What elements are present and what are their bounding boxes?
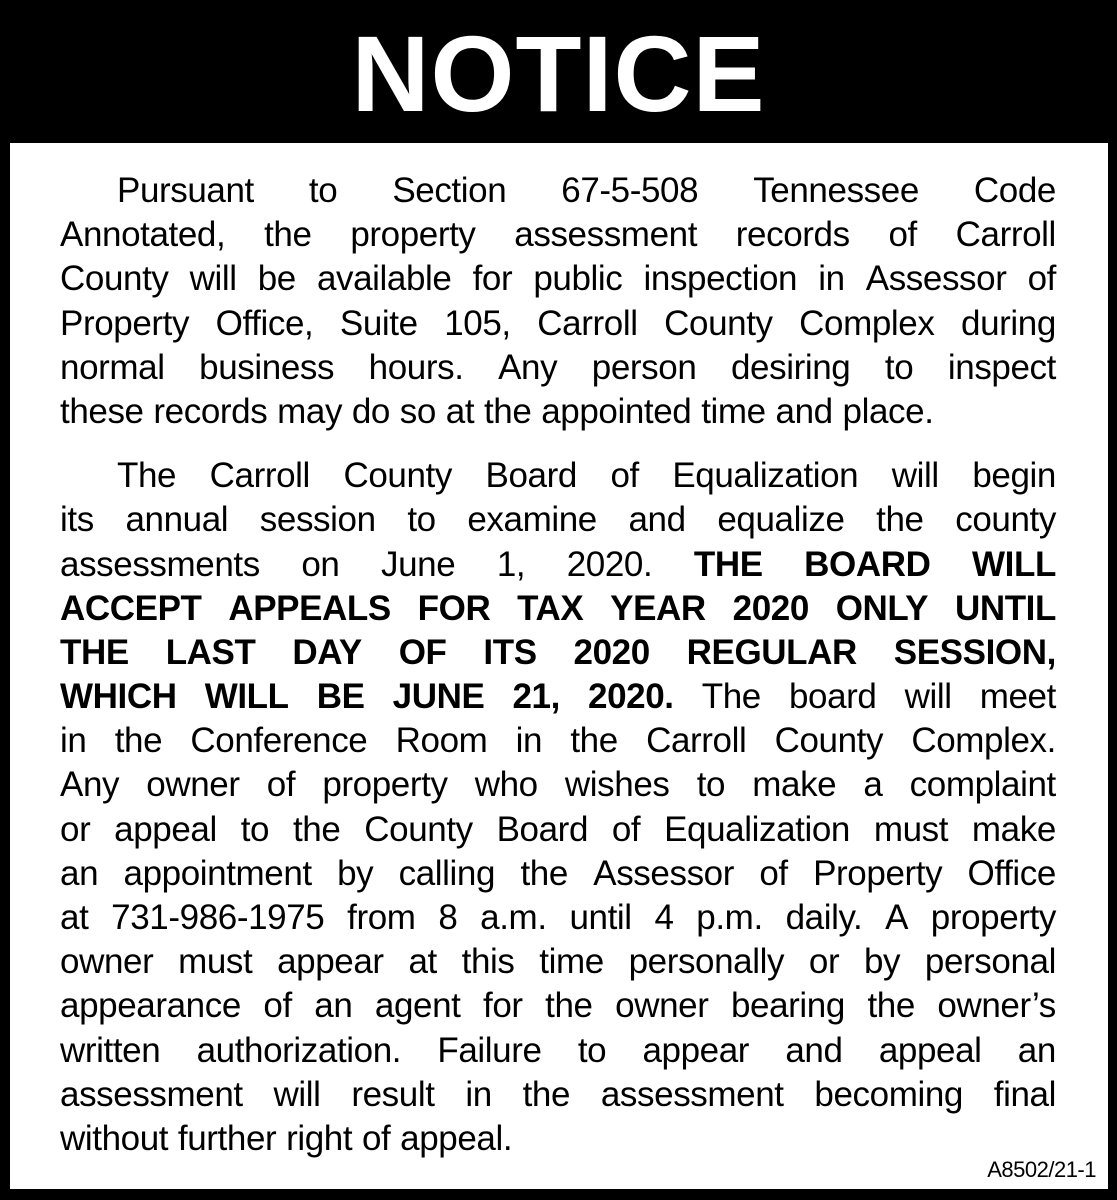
word: APPEALS <box>228 588 391 628</box>
word: SESSION, <box>893 632 1056 672</box>
word: YEAR <box>610 588 706 628</box>
word: an <box>60 853 99 893</box>
word: becoming <box>814 1074 963 1114</box>
word: make <box>752 765 837 805</box>
word: these <box>60 391 144 431</box>
word: to <box>240 809 270 849</box>
word: Failure <box>437 1030 542 1070</box>
word: may <box>277 391 343 431</box>
word: Section <box>392 171 507 210</box>
word: appeal. <box>400 1118 513 1158</box>
word: to <box>696 765 726 805</box>
word: this <box>461 942 515 982</box>
word: property <box>930 898 1056 937</box>
word: Equalization <box>672 456 859 496</box>
paragraph-2-line <box>60 675 1056 719</box>
word: Property <box>813 853 943 893</box>
word: Code <box>973 171 1056 210</box>
word: Complex <box>799 303 935 343</box>
word: Room <box>395 721 488 761</box>
word: WHICH <box>60 677 177 717</box>
word: owner’s <box>937 986 1056 1026</box>
word: board <box>788 677 877 717</box>
word: business <box>199 347 335 387</box>
word: the <box>867 986 915 1026</box>
word: final <box>993 1074 1056 1114</box>
word: the <box>520 853 568 893</box>
word: must <box>873 809 949 849</box>
word: and <box>775 391 833 431</box>
word: Suite <box>339 303 418 343</box>
word: personally <box>628 942 785 982</box>
word: Annotated, <box>60 215 226 255</box>
word: a <box>863 765 883 805</box>
word: County <box>364 809 473 849</box>
paragraph-2-line <box>60 763 1056 807</box>
word: 731-986-1975 <box>111 898 325 937</box>
word: to <box>577 1030 607 1070</box>
word: calling <box>398 853 496 893</box>
word: BE <box>316 677 365 717</box>
word: County <box>774 721 884 761</box>
word: Board <box>485 456 577 496</box>
word: written <box>60 1030 161 1070</box>
word: to <box>884 347 914 387</box>
word: to <box>308 171 338 210</box>
word: 67-5-508 <box>561 171 699 210</box>
word: will <box>273 1074 321 1114</box>
word: Assessor <box>865 259 1007 299</box>
word: an <box>1017 1030 1056 1070</box>
word: agent <box>374 986 461 1026</box>
word: in <box>515 721 543 761</box>
word: result <box>351 1074 435 1114</box>
word: be <box>257 259 296 299</box>
word: who <box>474 765 538 805</box>
word: FOR <box>417 588 491 628</box>
word: of <box>610 456 639 496</box>
word: of <box>611 809 641 849</box>
paragraph-2 <box>60 454 1056 1161</box>
word: at <box>408 942 437 982</box>
word: time <box>539 942 604 982</box>
word: of <box>1027 259 1056 299</box>
paragraph-2-line <box>60 543 1056 587</box>
word: the <box>570 721 618 761</box>
word: Board <box>496 809 589 849</box>
paragraph-2-line <box>60 498 1056 542</box>
word: a.m. <box>480 898 547 937</box>
word: records <box>153 391 268 431</box>
word: of <box>263 986 292 1026</box>
word: examine <box>467 500 597 540</box>
word: Tennessee <box>753 171 919 210</box>
notice-body-panel <box>10 143 1108 1189</box>
word: on <box>301 544 340 584</box>
paragraph-2-line <box>60 984 1056 1028</box>
word: inspect <box>947 347 1056 387</box>
word: Assessor <box>593 853 734 893</box>
word: Any <box>60 765 120 805</box>
word: the <box>292 809 341 849</box>
word: by <box>863 942 901 982</box>
word: owner <box>146 765 240 805</box>
word: in <box>818 259 845 299</box>
word: the <box>876 500 924 540</box>
word: Any <box>498 347 558 387</box>
paragraph-1-line <box>60 390 1056 434</box>
word: BOARD <box>804 544 931 584</box>
word: 2020. <box>588 677 674 717</box>
word: Conference <box>190 721 368 761</box>
notice-title: NOTICE <box>351 12 766 134</box>
word: Equalization <box>664 809 850 849</box>
word: in <box>465 1074 492 1114</box>
word: must <box>178 942 253 982</box>
word: equalize <box>717 500 845 540</box>
word: so <box>399 391 436 431</box>
word: will <box>904 677 952 717</box>
word: or <box>60 809 91 849</box>
word: for <box>472 259 513 299</box>
word: THE <box>60 632 129 672</box>
word: will <box>891 456 939 496</box>
word: person <box>591 347 697 387</box>
word: will <box>189 259 237 299</box>
word: Property <box>60 303 190 343</box>
word: 2020 <box>573 632 650 672</box>
word: inspection <box>643 259 798 299</box>
word: property <box>350 215 476 255</box>
word: ACCEPT <box>60 588 202 628</box>
word: owner <box>60 942 154 982</box>
word: to <box>407 500 436 540</box>
word: appointment <box>123 853 312 893</box>
word: County <box>343 456 452 496</box>
word: time <box>701 391 766 431</box>
word: appearance <box>60 986 241 1026</box>
word: right <box>286 1118 353 1158</box>
reference-code: A8502/21-1 <box>987 1157 1096 1182</box>
word: A <box>885 898 909 937</box>
paragraph-1-line <box>60 257 1056 301</box>
word: appeal <box>114 809 217 849</box>
word: for <box>483 986 523 1026</box>
word: the <box>483 391 532 431</box>
word: of <box>361 1118 391 1158</box>
word: at <box>60 898 89 937</box>
word: further <box>177 1118 277 1158</box>
word: during <box>961 303 1056 343</box>
word: OF <box>398 632 447 672</box>
word: and <box>628 500 686 540</box>
paragraph-2-line <box>60 631 1056 675</box>
word: owner <box>615 986 709 1026</box>
word: wishes <box>564 765 670 805</box>
word: annual <box>125 500 229 540</box>
word: Carroll <box>955 215 1056 255</box>
word: county <box>955 500 1056 540</box>
word: the <box>545 986 593 1026</box>
word: Complex. <box>911 721 1056 761</box>
word: the <box>114 721 163 761</box>
word: appeal <box>878 1030 982 1070</box>
word: without <box>60 1118 169 1158</box>
word: 2020 <box>732 588 809 628</box>
word: Office <box>967 853 1056 893</box>
word: Pursuant <box>117 171 254 210</box>
word: assessment <box>600 1074 784 1114</box>
word: THE <box>693 544 763 584</box>
paragraph-1-line <box>60 302 1056 346</box>
word: 4 <box>654 898 674 937</box>
word: its <box>60 500 94 540</box>
word: ITS <box>483 632 537 672</box>
word: JUNE <box>392 677 485 717</box>
paragraph-2-line <box>60 808 1056 852</box>
paragraph-2-line <box>60 940 1056 984</box>
word: hours. <box>368 347 464 387</box>
word: session <box>259 500 376 540</box>
word: The <box>701 677 761 717</box>
paragraph-2-line <box>60 1029 1056 1073</box>
word: Carroll <box>209 456 310 496</box>
paragraph-2-line <box>60 852 1056 896</box>
word: 8 <box>438 898 458 937</box>
word: The <box>117 456 177 496</box>
paragraph-1-line <box>60 169 1056 213</box>
paragraph-1-line <box>60 213 1056 257</box>
word: appear <box>277 942 384 982</box>
word: from <box>347 898 416 937</box>
word: and <box>785 1030 843 1070</box>
paragraph-1 <box>60 169 1056 434</box>
word: records <box>735 215 850 255</box>
word: begin <box>972 456 1056 496</box>
word: desiring <box>730 347 851 387</box>
notice-header <box>0 0 1117 143</box>
word: an <box>314 986 353 1026</box>
word: assessment <box>514 215 698 255</box>
word: the <box>264 215 312 255</box>
word: Office, <box>215 303 314 343</box>
paragraph-2-line <box>60 719 1056 763</box>
word: assessments <box>60 544 260 584</box>
word: authorization. <box>196 1030 402 1070</box>
word: LAST <box>165 632 256 672</box>
word: DAY <box>292 632 362 672</box>
paragraph-2-line <box>60 587 1056 631</box>
word: normal <box>60 347 165 387</box>
word: meet <box>979 677 1056 717</box>
word: WILL <box>204 677 289 717</box>
word: the <box>522 1074 571 1114</box>
word: personal <box>924 942 1056 982</box>
word: 21, <box>512 677 560 717</box>
word: TAX <box>517 588 584 628</box>
word: June <box>381 544 456 584</box>
word: complaint <box>909 765 1056 805</box>
word: property <box>322 765 448 805</box>
paragraph-spacer <box>60 434 1056 454</box>
word: Carroll <box>646 721 747 761</box>
word: daily. <box>785 898 863 937</box>
word: appointed <box>541 391 692 431</box>
word: of <box>266 765 296 805</box>
notice-body-text <box>60 169 1056 1161</box>
word: p.m. <box>696 898 763 937</box>
paragraph-2-line <box>60 896 1056 940</box>
word: in <box>60 721 87 761</box>
word: available <box>316 259 452 299</box>
word: UNTIL <box>954 588 1056 628</box>
word: of <box>759 853 788 893</box>
word: public <box>533 259 623 299</box>
word: REGULAR <box>686 632 857 672</box>
paragraph-2-line <box>60 454 1056 498</box>
word: bearing <box>730 986 845 1026</box>
word: 1, <box>496 544 526 584</box>
paragraph-1-line <box>60 346 1056 390</box>
word: WILL <box>972 544 1056 584</box>
word: by <box>337 853 374 893</box>
paragraph-2-line <box>60 1073 1056 1117</box>
word: 2020. <box>566 544 653 584</box>
word: ONLY <box>835 588 929 628</box>
word: make <box>971 809 1056 849</box>
word: or <box>808 942 840 982</box>
word: do <box>351 391 390 431</box>
word: place. <box>842 391 934 431</box>
word: 105, <box>444 303 511 343</box>
word: County <box>664 303 773 343</box>
word: of <box>888 215 917 255</box>
word: County <box>60 259 169 299</box>
word: Carroll <box>537 303 638 343</box>
word: assessment <box>60 1074 243 1114</box>
word: appear <box>642 1030 750 1070</box>
word: at <box>445 391 475 431</box>
word: until <box>569 898 632 937</box>
paragraph-2-line <box>60 1117 1056 1161</box>
